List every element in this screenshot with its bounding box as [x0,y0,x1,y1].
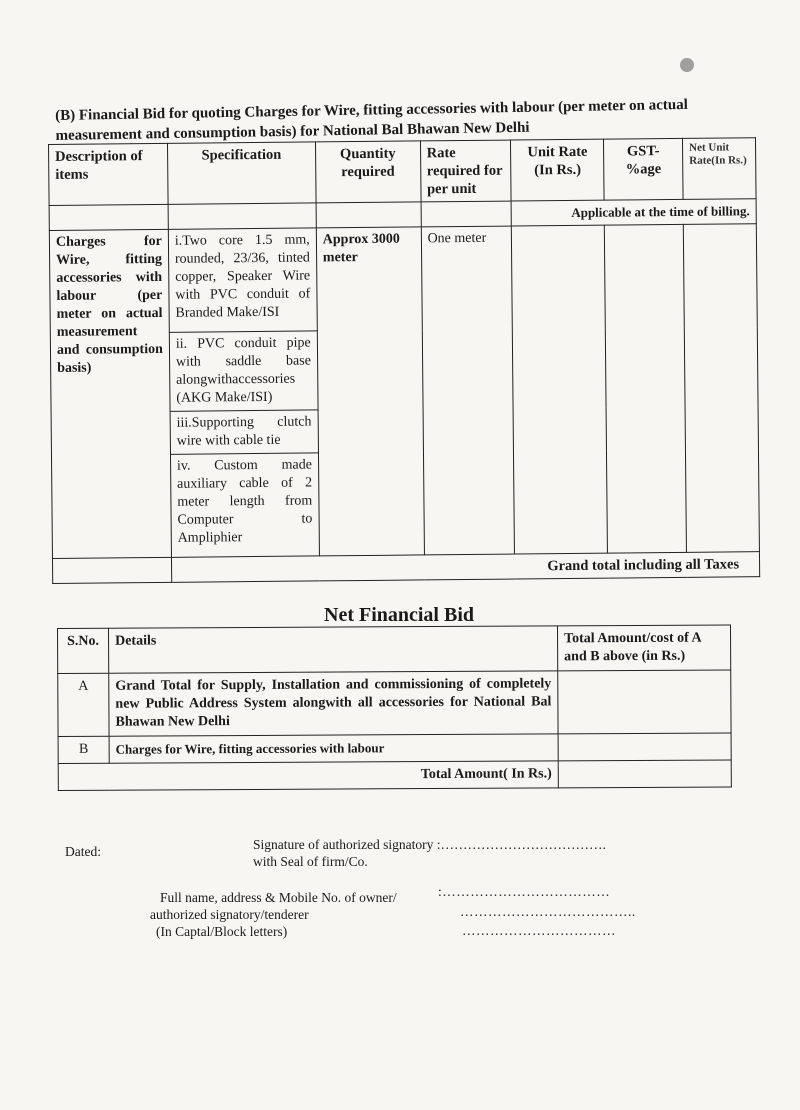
rate-value: One meter [421,226,515,555]
header-net-unit-rate: Net Unit Rate(In Rs.) [683,138,757,200]
section-b-heading: (B) Financial Bid for quoting Charges for Wire, fitting accessories with labour (per meter on actual measurement and consumption basis) for National Bal Bhawan New Delhi [55,96,688,144]
billing-note: Applicable at the time of billing. [512,199,757,226]
quantity-value: Approx 3000 meter [316,227,424,556]
unit-rate-value [512,225,608,554]
net-financial-bid-title: Net Financial Bid [324,604,475,626]
row-a-details: Grand Total for Supply, Installation and commissioning of completely new Public Address System alongwith all accessories for National Bal Bhawan New Delhi [109,671,558,736]
seal-line: with Seal of firm/Co. [253,854,368,869]
spec-item-2: ii. PVC conduit pipe with saddle base alongwithaccessories (AKG Make/ISI) [169,331,318,411]
header-rate: Rate required for per unit [420,140,511,202]
header-description: Description of items [49,143,168,205]
total-amount-value [558,760,731,788]
row-b-sno: B [58,736,109,763]
header-specification: Specification [167,142,316,204]
gst-value [605,224,687,553]
row-b-amount [558,733,731,761]
header-unit-rate: Unit Rate (In Rs.) [511,139,604,201]
net-unit-value [683,224,759,553]
header-sno: S.No. [58,628,109,673]
mobile-dotted-line: …………………………… [462,923,616,938]
dated-label: Dated: [65,844,101,859]
spec-item-1: i.Two core 1.5 mm, rounded, 23/36, tinted copper, Speaker Wire with PVC conduit of Branded Make/ISI [168,228,317,332]
empty-cell [52,557,171,583]
spec-item-4: iv. Custom made auxiliary cable of 2 meter length from Computer to Ampliphier [170,453,319,557]
table-row [58,670,731,737]
grand-total-label: Grand total including all Taxes [171,552,759,583]
row-a-sno: A [58,673,109,736]
empty-cell [421,201,512,227]
net-financial-bid-table [57,624,732,791]
empty-cell [168,203,316,229]
header-total-amount: Total Amount/cost of A and B above (in Rs.) [557,625,730,671]
authorized-signatory-label: authorized signatory/tenderer [150,907,309,922]
row-a-amount [558,670,731,734]
spec-item-3: iii.Supporting clutch wire with cable tie [170,410,318,454]
ink-smudge [680,58,694,72]
grand-total-row [52,552,759,584]
block-letters-label: (In Captal/Block letters) [156,924,288,939]
financial-bid-table [48,137,760,584]
full-name-label: Full name, address & Mobile No. of owner/ [160,890,397,905]
table-row [58,733,731,764]
address-dotted-line: ……………………………….. [460,904,636,919]
signature-line: Signature of authorized signatory :………………………………. [253,837,606,852]
total-amount-row [58,760,731,791]
total-amount-label: Total Amount( In Rs.) [58,761,558,791]
header-details: Details [109,626,558,673]
table-header-row [58,625,731,674]
row-b-details: Charges for Wire, fitting accessories with labour [109,734,558,763]
table-row [49,224,757,334]
empty-cell [49,204,168,230]
item-description: Charges for Wire, fitting accessories with labour (per meter on actual measurement and consumption basis) [49,229,171,558]
header-gst: GST- %age [604,138,683,200]
empty-cell [316,202,421,228]
header-quantity: Quantity required [315,141,420,203]
name-dotted-line: :……………………………… [438,884,611,899]
table-header-row [49,138,757,206]
